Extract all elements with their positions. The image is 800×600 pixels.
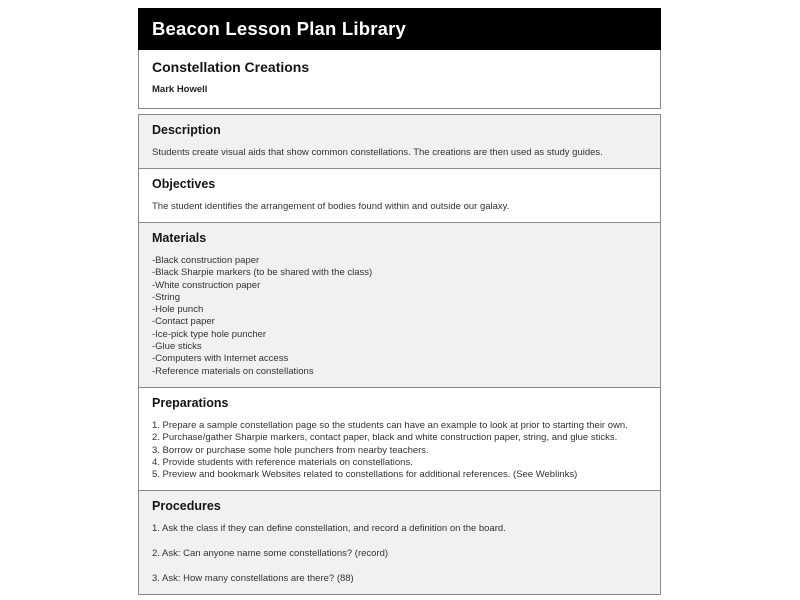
section-materials-line: -Contact paper [152, 316, 215, 328]
section-heading-objectives: Objectives [152, 177, 216, 191]
section-preparations-line: 5. Preview and bookmark Websites related to constellations for additional references. (See Weblinks) [152, 469, 578, 481]
section-procedures-line: 1. Ask the class if they can define constellation, and record a definition on the board. [152, 523, 506, 535]
section-objectives-line: The student identifies the arrangement of bodies found within and outside our galaxy. [152, 201, 510, 212]
section-preparations-line: 2. Purchase/gather Sharpie markers, contact paper, black and white construction paper, string, and glue sticks. [152, 432, 618, 444]
section-procedures [138, 490, 661, 595]
section-description-line: Students create visual aids that show common constellations. The creations are then used as study guides. [152, 147, 603, 158]
section-objectives [138, 168, 661, 223]
section-materials-line: -Reference materials on constellations [152, 365, 314, 377]
lesson-author: Mark Howell [152, 84, 208, 95]
section-materials-line: -Hole punch [152, 304, 204, 316]
lesson-title: Constellation Creations [152, 59, 310, 75]
lesson-plan-document [138, 8, 661, 595]
section-preparations-line: 1. Prepare a sample constellation page so the students can have an example to look at prior to starting their own. [152, 419, 628, 431]
sections-container [138, 114, 661, 595]
section-heading-description: Description [152, 123, 221, 137]
section-materials-line: -Black Sharpie markers (to be shared with the class) [152, 267, 373, 279]
title-box [138, 50, 661, 109]
section-materials-line: -Glue sticks [152, 341, 202, 353]
section-description [138, 114, 661, 169]
section-heading-preparations: Preparations [152, 395, 229, 410]
section-materials-line: -Black construction paper [152, 255, 260, 266]
section-preparations [138, 387, 661, 491]
site-title: Beacon Lesson Plan Library [152, 18, 407, 39]
site-header-bar [138, 8, 661, 50]
section-materials-line: -String [152, 291, 180, 303]
section-materials-line: -Computers with Internet access [152, 353, 289, 365]
section-preparations-line: 3. Borrow or purchase some hole punchers from nearby teachers. [152, 444, 429, 456]
section-procedures-line: 2. Ask: Can anyone name some constellations? (record) [152, 548, 389, 560]
section-heading-materials: Materials [152, 231, 207, 245]
section-preparations-line: 4. Provide students with reference materials on constellations. [152, 456, 413, 468]
section-heading-procedures: Procedures [152, 499, 221, 514]
section-materials [138, 222, 661, 388]
section-materials-line: -Ice-pick type hole puncher [152, 328, 267, 340]
section-materials-line: -White construction paper [152, 279, 261, 291]
section-procedures-line: 3. Ask: How many constellations are there? (88) [152, 573, 354, 585]
